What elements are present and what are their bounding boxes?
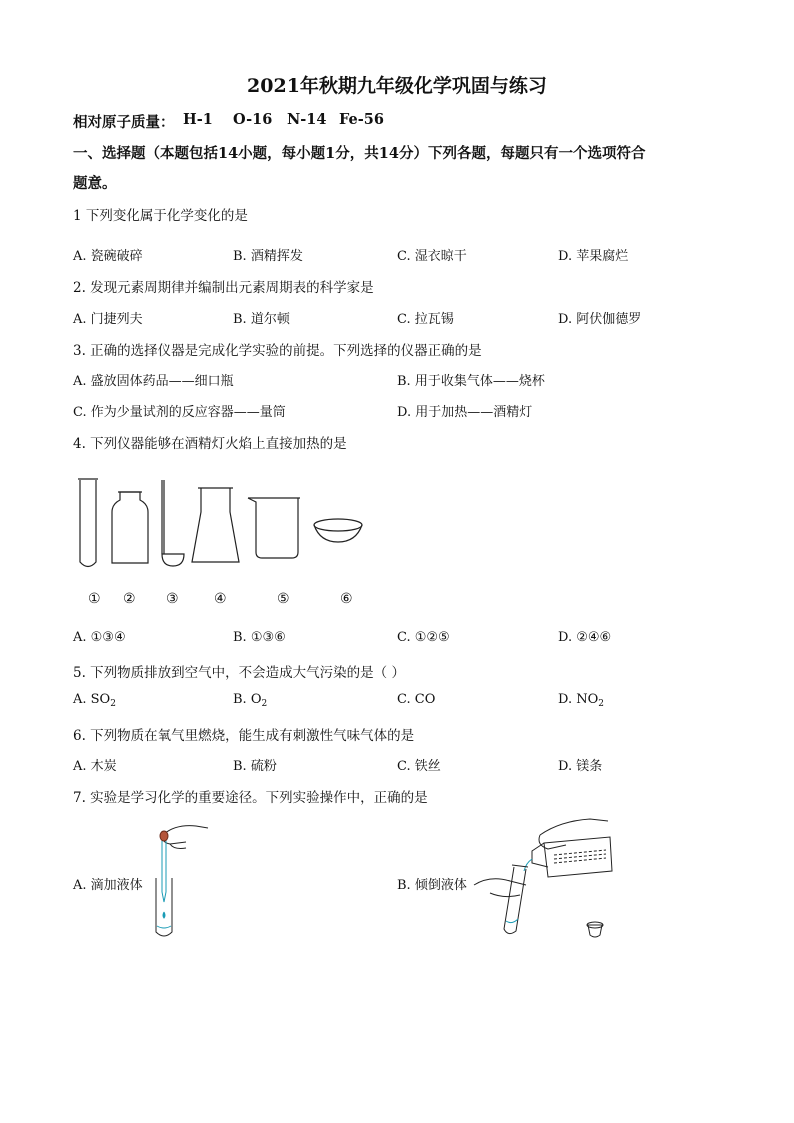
- test-tube-icon: [504, 865, 528, 934]
- lab-apparatus-figure: [70, 470, 390, 575]
- section-header-line2: 题意。: [73, 175, 117, 192]
- question-2-option-b: B. 道尔顿: [233, 312, 290, 327]
- question-2-stem: 2. 发现元素周期律并编制出元素周期表的科学家是: [73, 280, 374, 296]
- question-4-option-d: D. ②④⑥: [558, 630, 612, 645]
- question-5-option-a: A. $SO_2$: [73, 692, 116, 709]
- question-4-option-c: C. ①②⑤: [397, 630, 450, 645]
- question-1-option-d: D. 苹果腐烂: [558, 249, 629, 264]
- atomic-mass-label: 相对原子质量：: [73, 114, 175, 131]
- stopper-icon: [587, 922, 603, 937]
- figure-label-2: ②: [123, 591, 136, 607]
- question-2-option-c: C. 拉瓦锡: [397, 312, 454, 327]
- reagent-bottle-icon: [532, 837, 612, 877]
- beaker-icon: [248, 498, 300, 558]
- question-3-option-c: C. 作为少量试剂的反应容器——量筒: [73, 405, 286, 420]
- question-1-option-b: B. 酒精挥发: [233, 249, 303, 264]
- question-5-option-d: D. $NO_2$: [558, 692, 605, 709]
- question-7-option-a: A. 滴加液体: [73, 878, 143, 893]
- hand-icon: [163, 826, 208, 849]
- question-1-stem: 1 下列变化属于化学变化的是: [73, 208, 248, 224]
- question-6-option-d: D. 镁条: [558, 759, 603, 774]
- reagent-bottle-icon: [112, 492, 148, 563]
- hand-icon: [474, 879, 526, 897]
- figure-label-3: ③: [166, 591, 179, 607]
- question-6-stem: 6. 下列物质在氧气里燃烧，能生成有刺激性气味气体的是: [73, 728, 415, 744]
- question-5-stem: 5. 下列物质排放到空气中，不会造成大气污染的是（ ）: [73, 665, 405, 681]
- question-3-option-b: B. 用于收集气体——烧杯: [397, 374, 545, 389]
- figure-label-1: ①: [88, 591, 101, 607]
- figure-label-6: ⑥: [340, 591, 353, 607]
- question-6-option-a: A. 木炭: [73, 759, 117, 774]
- test-tube-icon: [78, 479, 98, 567]
- question-6-option-c: C. 铁丝: [397, 759, 441, 774]
- conical-flask-icon: [192, 488, 239, 562]
- dropper-bulb-icon: [160, 831, 168, 841]
- question-3-option-a: A. 盛放固体药品——细口瓶: [73, 374, 234, 389]
- pouring-illustration: [470, 815, 620, 945]
- question-2-option-d: D. 阿伏伽德罗: [558, 312, 642, 327]
- section-header-line1: 一、选择题（本题包括14小题，每小题1分，共14分）下列各题，每题只有一个选项符合: [73, 145, 646, 162]
- question-4-option-a: A. ①③④: [73, 630, 126, 645]
- figure-label-5: ⑤: [277, 591, 290, 607]
- test-tube-icon: [156, 878, 172, 936]
- question-5-option-c: C. CO: [397, 692, 436, 707]
- question-7-option-b: B. 倾倒液体: [397, 878, 467, 893]
- question-1-option-a: A. 瓷碗破碎: [73, 249, 143, 264]
- question-2-option-a: A. 门捷列夫: [73, 312, 143, 327]
- hand-icon: [539, 819, 608, 849]
- question-7-stem: 7. 实验是学习化学的重要途径。下列实验操作中，正确的是: [73, 790, 428, 806]
- question-4-stem: 4. 下列仪器能够在酒精灯火焰上直接加热的是: [73, 436, 347, 452]
- question-5-option-b: B. $O_2$: [233, 692, 268, 709]
- atomic-mass-o: O-16: [233, 111, 273, 128]
- atomic-mass-n: N-14: [287, 111, 327, 128]
- question-3-option-d: D. 用于加热——酒精灯: [397, 405, 533, 420]
- atomic-mass-fe: Fe-56: [339, 111, 384, 128]
- dropper-illustration: [140, 820, 210, 945]
- page-title: 2021年秋期九年级化学巩固与练习: [247, 75, 547, 97]
- figure-label-4: ④: [214, 591, 227, 607]
- atomic-mass-h: H-1: [183, 111, 213, 128]
- question-4-option-b: B. ①③⑥: [233, 630, 286, 645]
- combustion-spoon-icon: [162, 480, 184, 566]
- question-6-option-b: B. 硫粉: [233, 759, 277, 774]
- evaporating-dish-icon: [314, 519, 362, 542]
- question-3-stem: 3. 正确的选择仪器是完成化学实验的前提。下列选择的仪器正确的是: [73, 343, 482, 359]
- question-1-option-c: C. 湿衣晾干: [397, 249, 467, 264]
